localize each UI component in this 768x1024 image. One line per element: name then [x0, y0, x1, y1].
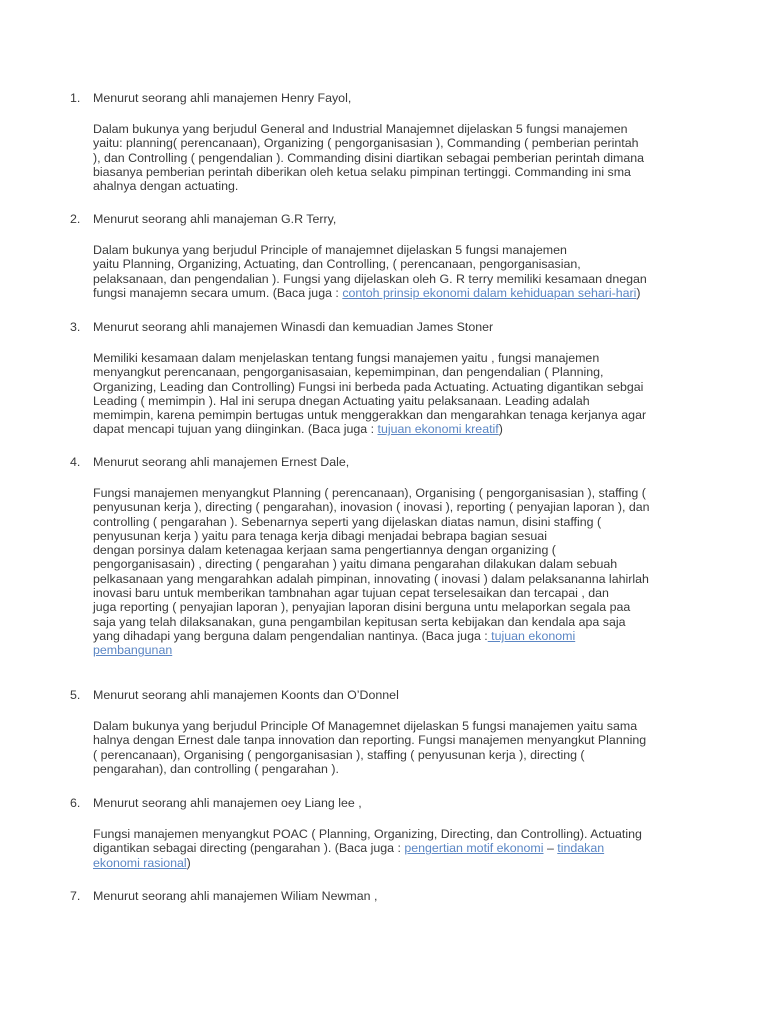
- link-contoh-prinsip-ekonomi[interactable]: contoh prinsip ekonomi dalam kehiduapan sehari-hari: [342, 285, 637, 300]
- list-number: 2.: [70, 212, 81, 226]
- item-heading: Menurut seorang ahli manajemen Koonts dan O’Donnel: [93, 688, 399, 702]
- list-number: 3.: [70, 320, 81, 334]
- item-paragraph: Dalam bukunya yang berjudul Principle Of Managemnet dijelaskan 5 fungsi manajemen yaitu sama halnya dengan Ernest dale tanpa innovation dan reporting. Fungsi manajemen menyangkut Planning ( perencanaan), Organising ( pengorganisasian ), staffing ( penyusunan kerja ), directing ( pengarahan), dan controlling ( pengarahan ).: [93, 719, 647, 776]
- link-tindakan-ekonomi-rasional[interactable]: tindakan: [557, 841, 605, 856]
- item-heading: Menurut seorang ahli manajemen Henry Fayol,: [93, 91, 352, 105]
- list-number: 4.: [70, 455, 81, 469]
- list-number: 5.: [70, 688, 81, 702]
- item-paragraph: Dalam bukunya yang berjudul Principle of manajemnet dijelaskan 5 fungsi manajemen yaitu Planning, Organizing, Actuating, dan Controlling, ( perencanaan, pengorganisasian, pelaksanaan, dan pengendalian ). Fungsi yang dijelaskan oleh G. R terry memiliki kesamaan dnegan fungsi manajemn secara umum. (Baca juga : contoh prinsip ekonomi dalam kehiduapan sehari-hari): [93, 243, 647, 300]
- list-number: 7.: [70, 889, 81, 903]
- item-heading: Menurut seorang ahli manajemen oey Liang lee ,: [93, 796, 362, 810]
- link-pengertian-motif-ekonomi[interactable]: pengertian motif ekonomi: [404, 841, 544, 856]
- item-heading: Menurut seorang ahli manajemen Ernest Dale,: [93, 455, 350, 469]
- item-paragraph: Dalam bukunya yang berjudul General and Industrial Manajemnet dijelaskan 5 fungsi manajemen yaitu: planning( perencanaan), Organizing ( pengorganisasian ), Commanding ( pemberian perintah ), dan Controlling ( pengendalian ). Commanding disini diartikan sebagai pemberian perintah dimana biasanya pemberian perintah diberikan oleh ketua selaku pimpinan tertinggi. Commanding ini sma ahalnya dengan actuating.: [93, 122, 645, 194]
- link-tujuan-ekonomi-pembangunan-cont[interactable]: pembangunan: [93, 643, 173, 658]
- item-paragraph: Fungsi manajemen menyangkut POAC ( Planning, Organizing, Directing, dan Controlling). Actuating digantikan sebagai directing (pengarahan ). (Baca juga : pengertian motif ekonomi – tindakan ekonomi rasional): [93, 827, 642, 870]
- item-paragraph: Fungsi manajemen menyangkut Planning ( perencanaan), Organising ( pengorganisasian ), staffing ( penyusunan kerja ), directing ( pengarahan), inovasion ( inovasi ), reporting ( penyajian laporan ), dan controlling ( pengarahan ). Sebenarnya seperti yang dijelaskan diatas namun, disini staffing ( penyusunan kerja ) yaitu para tenaga kerja dibagi menjadai bebrapa bagian sesuai dengan porsinya dalam ketenagaa kerjaan sama pengertiannya dengan organizing ( pengorganisasain) , directing ( pengarahan ) yaitu dimana pengarahan dilakukan dalam sebuah pelkasanaan yang mengarahkan adalah pimpinan, innovating ( inovasi ) dalam pelaksananna lahirlah inovasi baru untuk memberikan tambnahan agar tujuan cepat terselesaikan dan tercapai , dan juga reporting ( penyajian laporan ), penyajian laporan disini berguna untu melaporkan segala paa saja yang telah dilaksanakan, guna pengambilan kepitusan serta kebijakan dan kendala apa saja yang dihadapi yang berguna dalam pengendalian nantinya. (Baca juga : tujuan ekonomi pembangunan: [93, 486, 650, 658]
- item-heading: Menurut seorang ahli manajemen Winasdi dan kemuadian James Stoner: [93, 320, 494, 334]
- item-paragraph: Memiliki kesamaan dalam menjelaskan tentang fungsi manajemen yaitu , fungsi manajemen menyangkut perencanaan, pengorganisasaian, kepemimpinan, dan pengendalian ( Planning, Organizing, Leading dan Controlling) Fungsi ini berbeda pada Actuating. Actuating digantikan sebgai Leading ( memimpin ). Hal ini serupa dnegan Actuating yaitu pelaksanaan. Leading adalah memimpin, karena pemimpin bertugas untuk menggerakkan dan mengarahkan tenaga kerjanya agar dapat mencapi tujuan yang diinginkan. (Baca juga : tujuan ekonomi kreatif): [93, 351, 647, 437]
- item-heading: Menurut seorang ahli manajemen Wiliam Newman ,: [93, 889, 378, 903]
- link-tujuan-ekonomi-kreatif[interactable]: tujuan ekonomi kreatif: [377, 422, 499, 437]
- link-tujuan-ekonomi-pembangunan[interactable]: tujuan ekonomi: [487, 628, 576, 643]
- list-number: 1.: [70, 91, 81, 105]
- list-number: 6.: [70, 796, 81, 810]
- item-heading: Menurut seorang ahli manajeman G.R Terry,: [93, 212, 337, 226]
- link-tindakan-ekonomi-rasional-cont[interactable]: ekonomi rasional: [93, 855, 187, 870]
